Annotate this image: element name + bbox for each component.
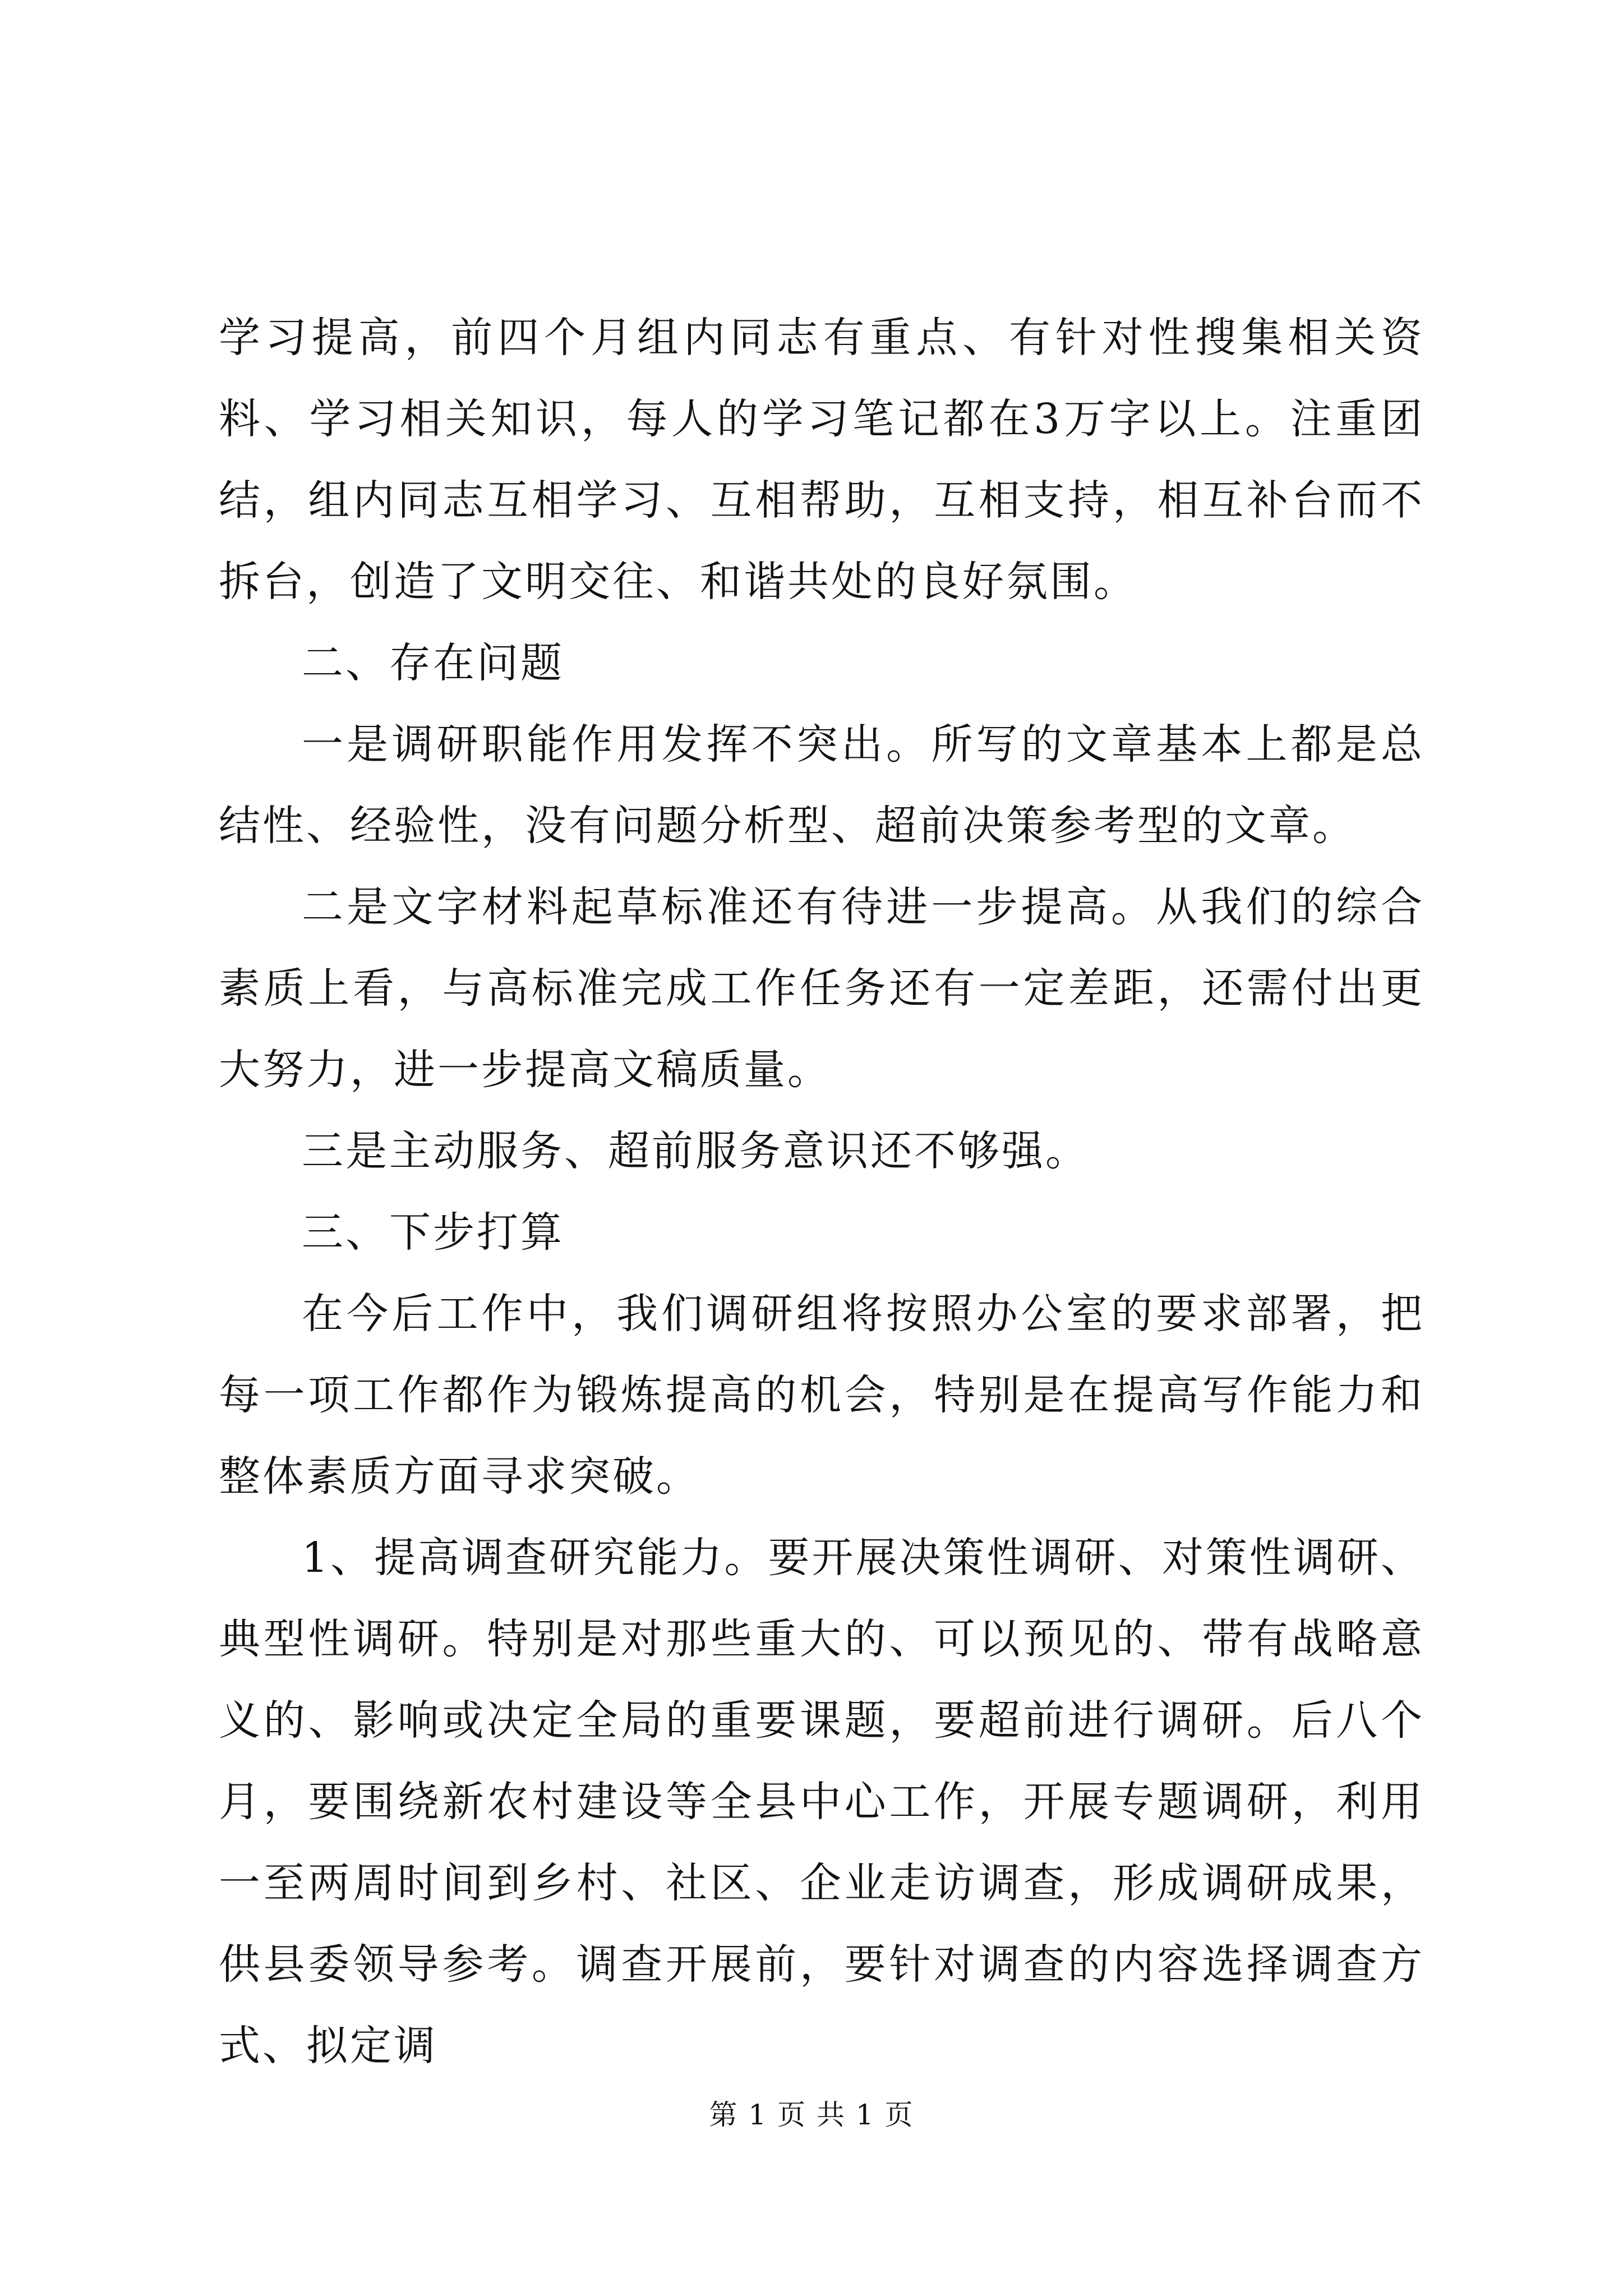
paragraph-plan-1: 1、提高调查研究能力。要开展决策性调研、对策性调研、典型性调研。特别是对那些重大的、可以预见的、带有战略意义的、影响或决定全局的重要课题，要超前进行调研。后八个月，要围绕新农村建设等全县中心工作，开展专题调研，利用一至两周时间到乡村、社区、企业走访调查，形成调研成果，供县委领导参考。调查开展前，要针对调查的内容选择调查方式、拟定调	[219, 1534, 1424, 2070]
paragraph-continuation: 学习提高，前四个月组内同志有重点、有针对性搜集相关资料、学习相关知识，每人的学习笔记都在3万字以上。注重团结，组内同志互相学习、互相帮助，互相支持，相互补台而不拆台，创造了文明交往、和谐共处的良好氛围。	[219, 314, 1424, 606]
paragraph-problem-1: 一是调研职能作用发挥不突出。所写的文章基本上都是总结性、经验性，没有问题分析型、超前决策参考型的文章。	[219, 720, 1424, 850]
section-heading-problems: 二、存在问题	[302, 639, 564, 687]
page-number-footer: 第 1 页 共 1 页	[709, 2099, 914, 2131]
section-heading-plans: 三、下步打算	[302, 1208, 564, 1257]
paragraph-problem-3: 三是主动服务、超前服务意识还不够强。	[302, 1127, 1089, 1175]
document-body	[219, 297, 1424, 2087]
paragraph-plans-intro: 在今后工作中，我们调研组将按照办公室的要求部署，把每一项工作都作为锻炼提高的机会，特别是在提高写作能力和整体素质方面寻求突破。	[219, 1290, 1424, 1501]
paragraph-problem-2: 二是文字材料起草标准还有待进一步提高。从我们的综合素质上看，与高标准完成工作任务还有一定差距，还需付出更大努力，进一步提高文稿质量。	[219, 883, 1424, 1094]
